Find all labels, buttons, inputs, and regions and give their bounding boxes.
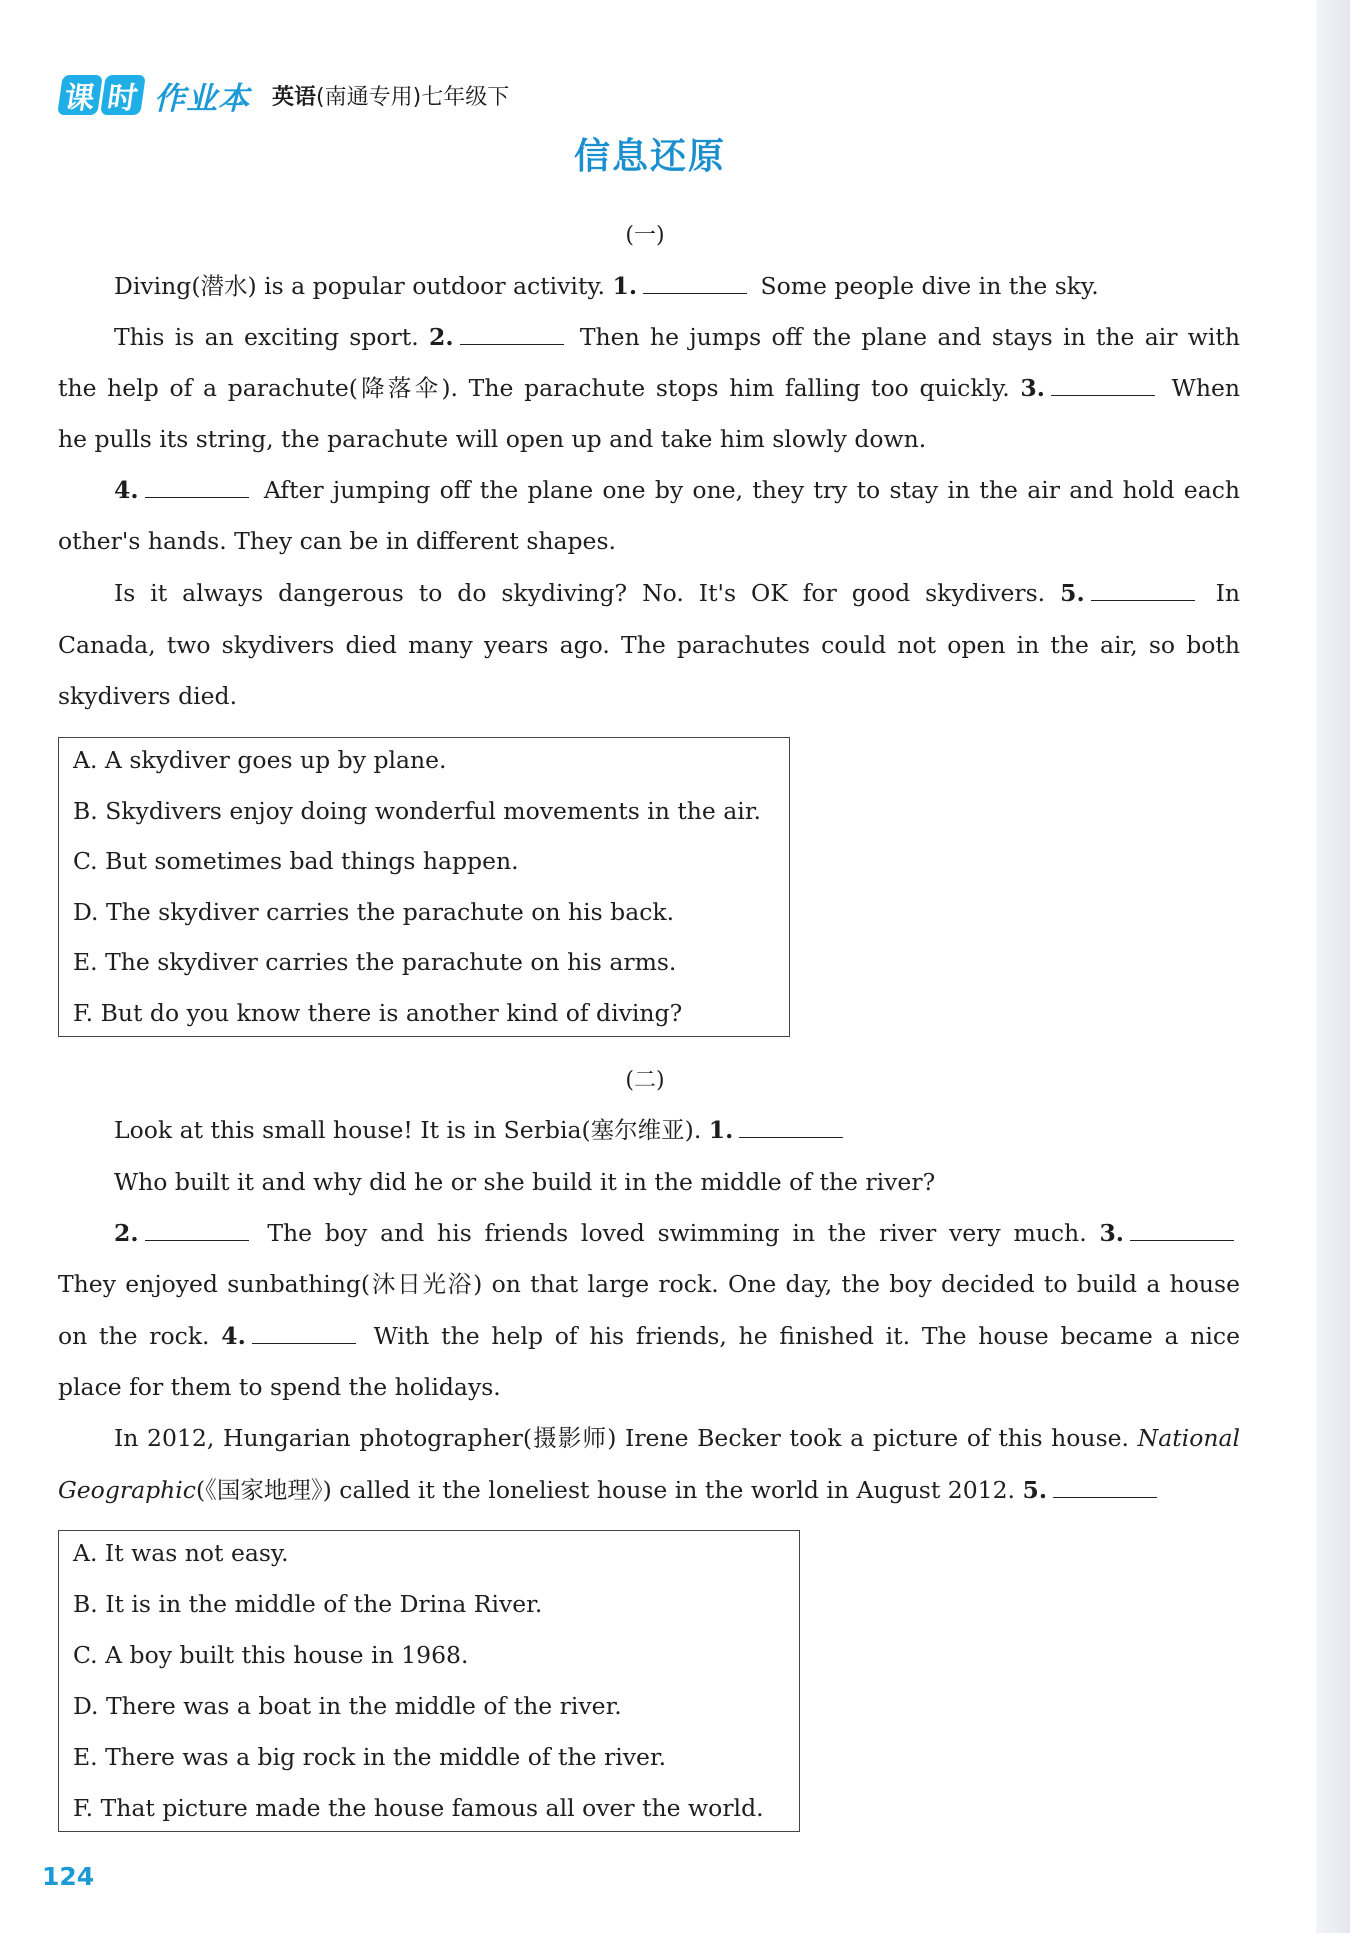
brand-tile-2: 时	[100, 75, 146, 115]
option-e: E. The skydiver carries the parachute on his arms.	[73, 948, 677, 976]
answer-blank-4[interactable]	[252, 1321, 356, 1344]
text: In 2012, Hungarian photographer(摄影师) Irene Becker took a picture of this house.	[114, 1424, 1138, 1452]
text: Then he jumps off the plane and stays in the air with	[569, 323, 1240, 351]
text: They enjoyed sunbathing(沐日光浴) on that large rock. One day, the boy decided to build a house	[58, 1270, 1240, 1298]
text: Look at this small house! It is in Serbia(塞尔维亚).	[114, 1116, 709, 1144]
text: other's hands. They can be in different shapes.	[58, 527, 616, 555]
s1-line-2	[114, 321, 1240, 353]
s1-line-8	[58, 629, 1240, 661]
question-number: 1.	[708, 1116, 734, 1144]
answer-blank-3[interactable]	[1051, 373, 1155, 396]
s2-line-3	[114, 1217, 1240, 1249]
text: Canada, two skydivers died many years ago. The parachutes could not open in the air, so both	[58, 631, 1240, 659]
brand-logo	[60, 75, 146, 115]
s2-line-1	[114, 1114, 1240, 1146]
italic-text: National	[1137, 1424, 1240, 1452]
option-e: E. There was a big rock in the middle of the river.	[73, 1743, 667, 1771]
italic-text: Geographic	[58, 1476, 196, 1504]
text: With the help of his friends, he finished it. The house became a nice	[361, 1322, 1240, 1350]
answer-blank-5[interactable]	[1053, 1475, 1157, 1498]
text: he pulls its string, the parachute will open up and take him slowly down.	[58, 425, 927, 453]
option-f: F. That picture made the house famous all over the world.	[73, 1794, 764, 1822]
option-f: F. But do you know there is another kind of diving?	[73, 999, 683, 1027]
question-number: 3.	[1020, 374, 1045, 402]
subject-grade: 七年级下	[421, 84, 510, 110]
s1-line-7	[114, 577, 1240, 609]
section-1-label: (一)	[625, 223, 665, 248]
text: After jumping off the plane one by one, they try to stay in the air and hold each	[254, 476, 1240, 504]
answer-blank-5[interactable]	[1091, 578, 1195, 601]
s1-line-4	[58, 423, 1240, 455]
text: Some people dive in the sky.	[753, 272, 1099, 300]
subject-paren: (南通专用)	[316, 84, 422, 110]
text: When	[1160, 374, 1240, 402]
question-number: 4.	[221, 1322, 246, 1350]
question-number: 5.	[1022, 1476, 1048, 1504]
option-d: D. The skydiver carries the parachute on his back.	[73, 898, 675, 926]
s1-line-3	[58, 372, 1240, 404]
text: In	[1200, 579, 1240, 607]
answer-blank-1[interactable]	[643, 271, 747, 294]
option-c: C. A boy built this house in 1968.	[73, 1641, 469, 1669]
section-2-label: (二)	[625, 1068, 665, 1093]
answer-blank-4[interactable]	[145, 475, 249, 498]
text: Diving(潜水) is a popular outdoor activity.	[114, 272, 613, 300]
text: Who built it and why did he or she build it in the middle of the river?	[114, 1168, 936, 1196]
subject-main: 英语	[272, 84, 317, 110]
s2-line-5	[58, 1320, 1240, 1352]
answer-blank-3[interactable]	[1130, 1218, 1234, 1241]
answer-blank-2[interactable]	[145, 1218, 249, 1241]
subject-info	[272, 80, 509, 111]
text: the help of a parachute(降落伞). The parachute stops him falling too quickly.	[58, 374, 1021, 402]
s2-line-8	[58, 1474, 1240, 1506]
option-b: B. Skydivers enjoy doing wonderful movements in the air.	[73, 797, 761, 825]
options-box-2	[58, 1530, 800, 1832]
header	[60, 70, 509, 120]
s1-line-9	[58, 680, 1240, 712]
page-title: 信息还原	[573, 136, 726, 177]
option-b: B. It is in the middle of the Drina River.	[73, 1590, 543, 1618]
page-number: 124	[42, 1862, 95, 1891]
answer-blank-1[interactable]	[739, 1115, 843, 1138]
text: Is it always dangerous to do skydiving? No. It's OK for good skydivers.	[114, 579, 1061, 607]
s2-line-2	[114, 1166, 1240, 1198]
s2-line-6	[58, 1371, 1240, 1403]
question-number: 1.	[612, 272, 638, 300]
page-edge-shadow	[1316, 0, 1350, 1933]
s2-line-4	[58, 1268, 1240, 1300]
text: (《国家地理》) called it the loneliest house in the world in August 2012.	[195, 1476, 1023, 1504]
text: This is an exciting sport.	[114, 323, 429, 351]
brand-tile-1: 课	[57, 75, 103, 115]
option-d: D. There was a boat in the middle of the river.	[73, 1692, 622, 1720]
text: on the rock.	[58, 1322, 222, 1350]
s2-line-7	[114, 1422, 1240, 1454]
s1-line-1	[114, 270, 1240, 302]
answer-blank-2[interactable]	[460, 322, 564, 345]
option-a: A. A skydiver goes up by plane.	[73, 746, 447, 774]
text: skydivers died.	[58, 682, 238, 710]
options-box-1	[58, 737, 790, 1037]
question-number: 2.	[429, 323, 454, 351]
question-number: 5.	[1060, 579, 1085, 607]
option-a: A. It was not easy.	[73, 1539, 289, 1567]
question-number: 4.	[114, 476, 139, 504]
s1-line-6	[58, 525, 1240, 557]
question-number: 2.	[114, 1219, 139, 1247]
text: The boy and his friends loved swimming in the river very much.	[254, 1219, 1100, 1247]
question-number: 3.	[1099, 1219, 1124, 1247]
brand-name: 作业本	[154, 80, 250, 117]
s1-line-5	[114, 474, 1240, 506]
text: place for them to spend the holidays.	[58, 1373, 501, 1401]
option-c: C. But sometimes bad things happen.	[73, 847, 519, 875]
